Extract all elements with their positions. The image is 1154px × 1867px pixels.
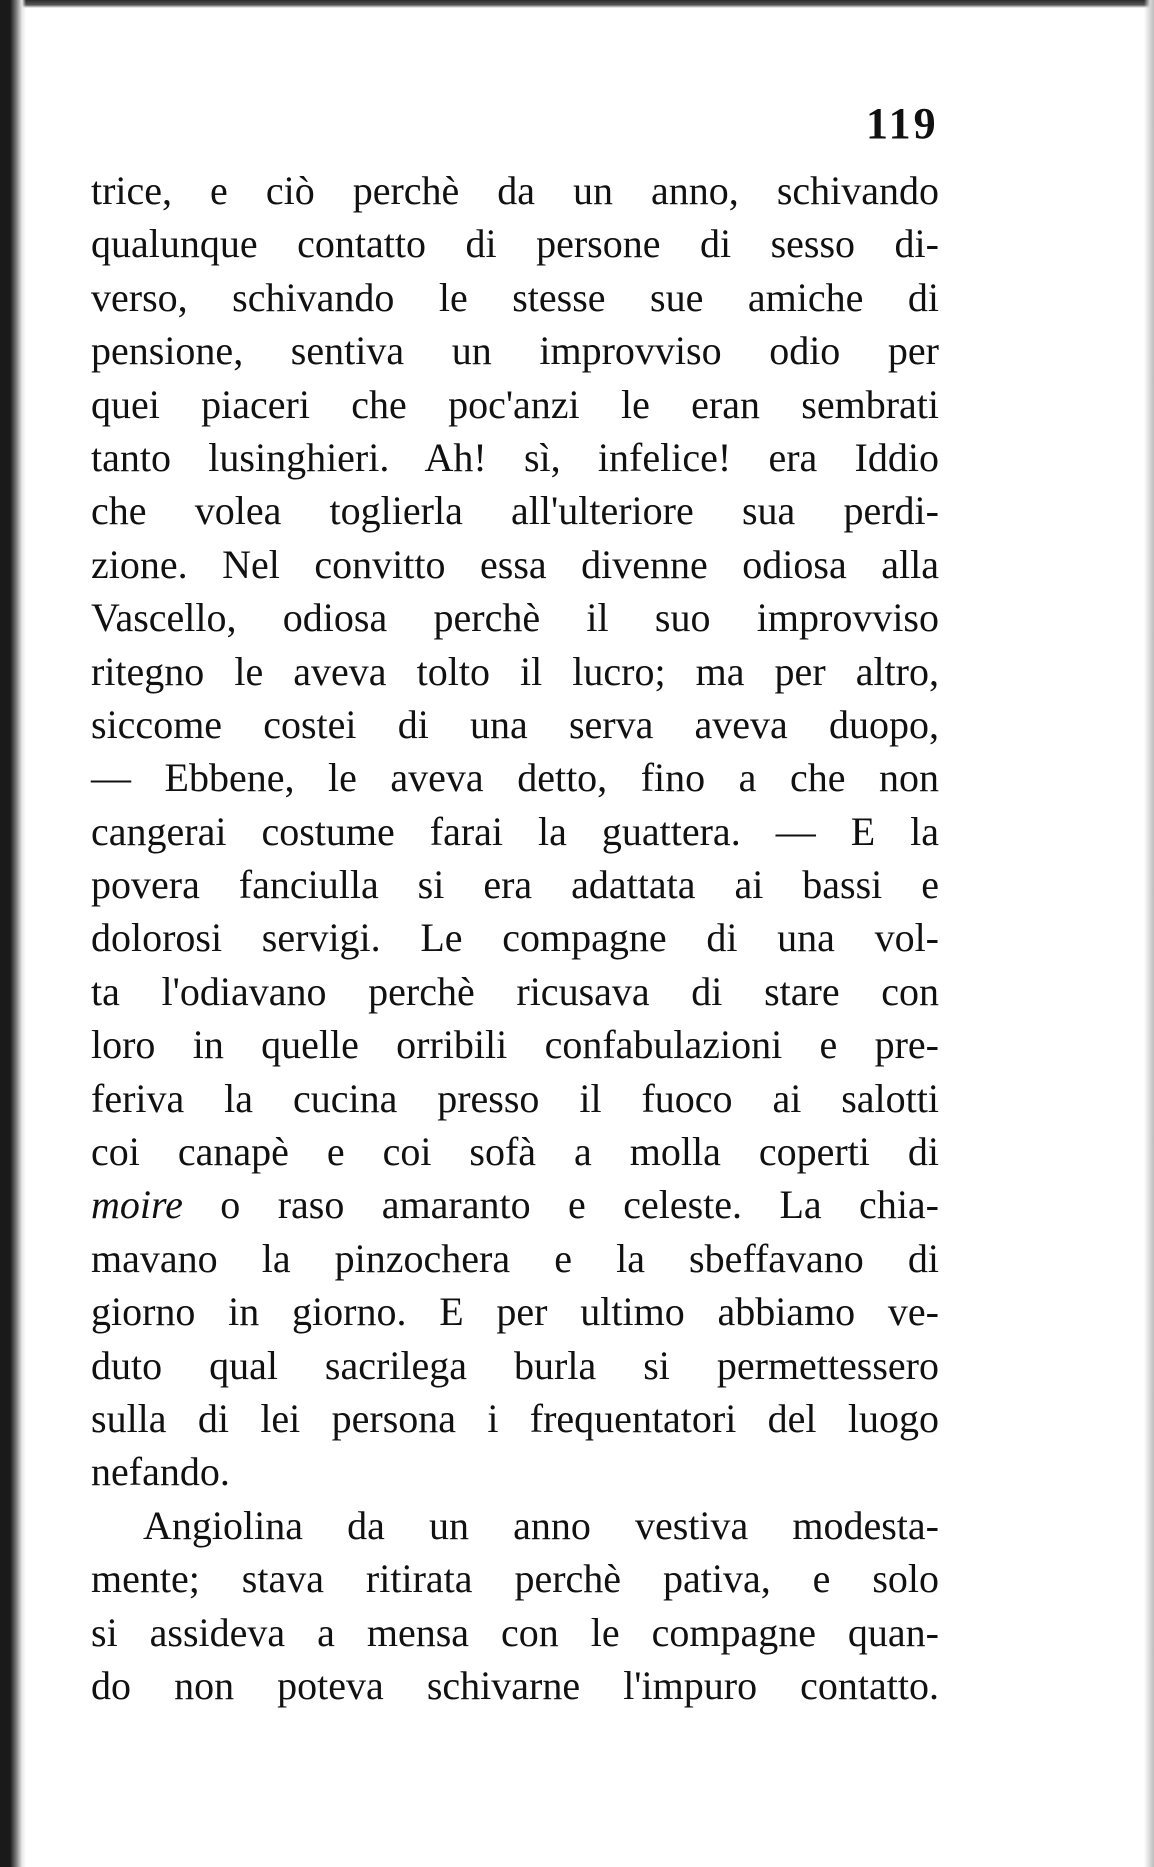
- scan-border-left: [0, 0, 26, 1867]
- text-line: [91, 271, 939, 324]
- text-line: [91, 538, 939, 591]
- text-line-content: trice, e ciò perchè da un anno, schivando: [91, 168, 939, 213]
- text-line-content: o raso amaranto e celeste. La chia-: [182, 1182, 939, 1228]
- text-line-content: mente; stava ritirata perchè pativa, e solo: [91, 1556, 939, 1602]
- text-line-content: giorno in giorno. E per ultimo abbiamo ve-: [91, 1289, 939, 1335]
- text-line: [91, 1125, 939, 1178]
- text-line-content: ritegno le aveva tolto il lucro; ma per altro,: [91, 648, 939, 694]
- text-line-content: sulla di lei persona i frequentatori del luogo: [91, 1395, 939, 1441]
- text-line-content: qualunque contatto di persone di sesso di-: [91, 221, 939, 267]
- text-line: [91, 591, 939, 644]
- text-line: [91, 965, 939, 1018]
- text-line: [91, 911, 939, 964]
- text-line-content: mavano la pinzochera e la sbeffavano di: [91, 1235, 939, 1281]
- text-line: [91, 1499, 939, 1552]
- text-line-content: quei piaceri che poc'anzi le eran sembrati: [91, 381, 939, 427]
- text-line: [91, 1445, 939, 1498]
- text-line-content: verso, schivando le stesse sue amiche di: [91, 274, 939, 320]
- text-line-content: pensione, sentiva un improvviso odio per: [91, 328, 939, 374]
- text-line: [91, 858, 939, 911]
- text-line: [91, 324, 939, 377]
- text-line: [91, 1552, 939, 1605]
- text-line: [91, 698, 939, 751]
- page-number: 119: [866, 99, 939, 148]
- text-line: [91, 1018, 939, 1071]
- text-line-content: si assideva a mensa con le compagne quan-: [91, 1609, 939, 1655]
- scan-border-top: [0, 0, 1154, 8]
- text-line-content: Vascello, odiosa perchè il suo improvviso: [91, 595, 939, 641]
- text-line: [91, 484, 939, 537]
- text-line: [91, 645, 939, 698]
- text-line: [91, 1285, 939, 1338]
- text-line-content: cangerai costume farai la guattera. — E la: [91, 808, 939, 854]
- text-line: [91, 1659, 939, 1712]
- text-line: [91, 1339, 939, 1392]
- text-line: [91, 431, 939, 484]
- text-line: [91, 1232, 939, 1285]
- text-line: [91, 1392, 939, 1445]
- text-line-content: tanto lusinghieri. Ah! sì, infelice! era Iddio: [91, 434, 939, 480]
- text-line-content: siccome costei di una serva aveva duopo,: [91, 701, 939, 747]
- text-line: [91, 378, 939, 431]
- text-line-content: zione. Nel convitto essa divenne odiosa alla: [91, 541, 939, 587]
- text-line-content: coi canapè e coi sofà a molla coperti di: [91, 1129, 939, 1175]
- text-line-content: ta l'odiavano perchè ricusava di stare con: [91, 968, 939, 1014]
- text-line-content: loro in quelle orribili confabulazioni e pre-: [91, 1022, 939, 1068]
- text-line-content: nefando.: [91, 1449, 230, 1495]
- text-line-content: do non poteva schivarne l'impuro contatto.: [91, 1662, 939, 1708]
- text-line: [91, 1072, 939, 1125]
- text-line: [91, 751, 939, 804]
- scan-border-right: [1144, 0, 1154, 1867]
- text-line-content: Angiolina da un anno vestiva modesta-: [143, 1502, 939, 1548]
- text-line-content: povera fanciulla si era adattata ai bassi e: [91, 862, 939, 908]
- text-line: [91, 805, 939, 858]
- text-line-content: — Ebbene, le aveva detto, fino a che non: [91, 755, 939, 801]
- text-line-content: duto qual sacrilega burla si permettessero: [91, 1342, 939, 1388]
- italic-word: moire: [91, 1182, 183, 1228]
- text-line-content: feriva la cucina presso il fuoco ai salotti: [91, 1075, 939, 1121]
- text-line: [91, 164, 939, 217]
- text-line-content: che volea toglierla all'ulteriore sua perdi-: [91, 488, 939, 534]
- text-line: [91, 1178, 939, 1231]
- text-line: [91, 217, 939, 270]
- body-text: [91, 164, 939, 1712]
- text-line: [91, 1606, 939, 1659]
- text-line-content: dolorosi servigi. Le compagne di una vol-: [91, 915, 939, 961]
